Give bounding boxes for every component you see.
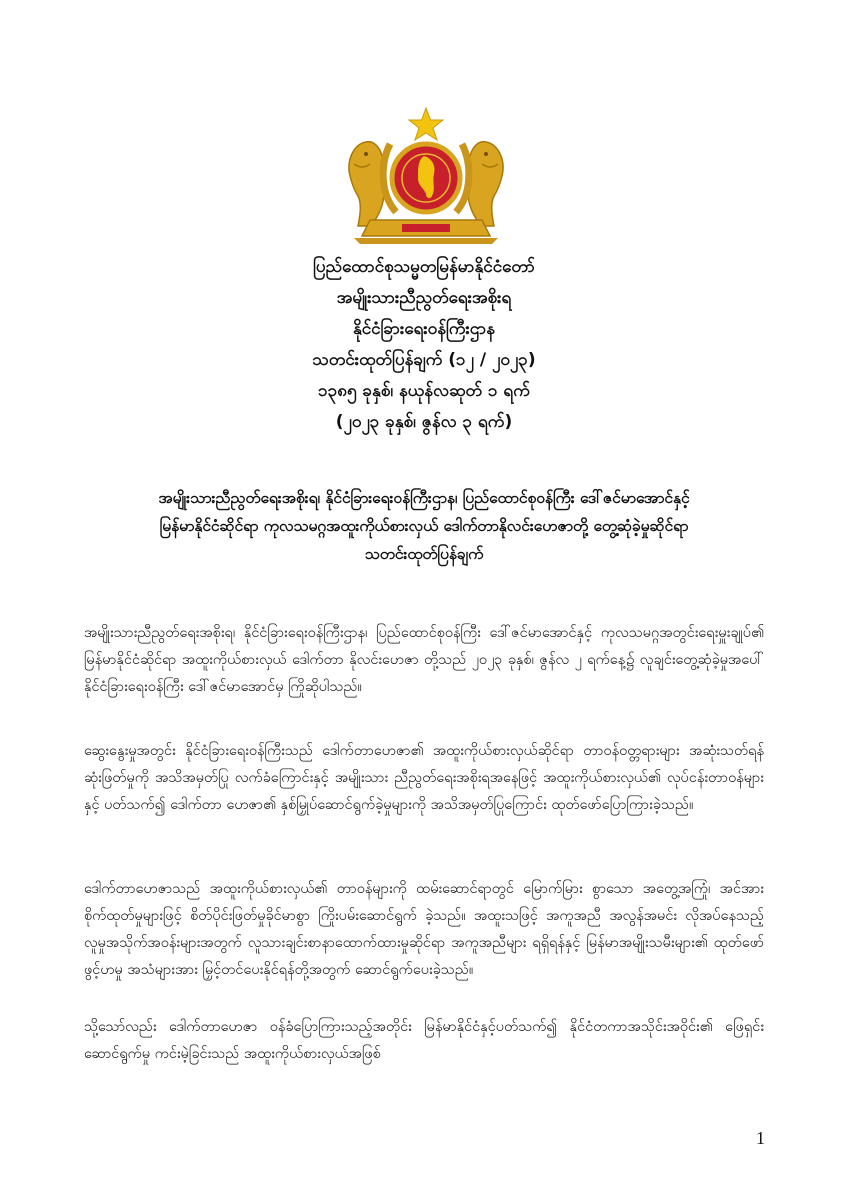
page-number: 1 [756,1128,765,1148]
country-name: ပြည်ထောင်စုသမ္မတမြန်မာနိုင်ငံတော် [313,257,535,277]
state-seal-icon [340,104,512,246]
gregorian-date: (၂၀၂၃ ခုနှစ်၊ ဇွန်လ ၃ ရက်) [335,412,513,432]
paragraph-3: ဒေါက်တာဟေဇာသည် အထူးကိုယ်စားလှယ်၏ တာဝန်များကို ထမ်းဆောင်ရာတွင် မြောက်မြား စွာသော အတွေ့အကြုံ၊ အင်အားစိုက်ထုတ်မှုများဖြင့် စိတ်ပိုင်းဖြတ်မှုခိုင်မာစွာ ကြိုးပမ်းဆောင်ရွက် ခဲ့သည်။ အထူးသဖြင့် အကူအညီ အလွန်အမင်း လိုအပ်နေသည့် လူမှုအသိုက်အဝန်းများအတွက် လူသားချင်းစာနာထောက်ထားမှုဆိုင်ရာ အကူအညီများ ရရှိရန်နှင့် မြန်မာအမျိုးသမီးများ၏ ထုတ်ဖော်ဖွင့်ဟမှု အသံများအား မြှင့်တင်ပေးနိုင်ရန်တို့အတွက် ဆောင်ရွက်ပေးခဲ့သည်။ [84,881,764,978]
document-subject [60,484,788,568]
paragraph-1: အမျိုးသားညီညွတ်ရေးအစိုးရ၊ နိုင်ငံခြားရေးဝန်ကြီးဌာန၊ ပြည်ထောင်စုဝန်ကြီး ဒေါ်ဇင်မာအောင်နှင့် ကုလသမဂ္ဂအတွင်းရေးမှူးချုပ်၏ မြန်မာနိုင်ငံဆိုင်ရာ အထူးကိုယ်စားလှယ် ဒေါက်တာ နိုလင်းဟေဇာ တို့သည် ၂၀၂၃ ခုနှစ်၊ ဇွန်လ ၂ ရက်နေ့၌ လူချင်းတွေ့ဆုံခဲ့မှုအပေါ် နိုင်ငံခြားရေးဝန်ကြီး ဒေါ်ဇင်မာအောင်မှ ကြိုဆိုပါသည်။ [84,625,764,695]
government-name: အမျိုးသားညီညွတ်ရေးအစိုးရ [336,288,512,308]
paragraph-2: ဆွေးနွေးမှုအတွင်း နိုင်ငံခြားရေးဝန်ကြီးသည် ဒေါက်တာဟေဇာ၏ အထူးကိုယ်စားလှယ်ဆိုင်ရာ တာဝန်ဝတ္တရားများ အဆုံးသတ်ရန် ဆုံးဖြတ်မှုကို အသိအမှတ်ပြု လက်ခံကြောင်းနှင့် အမျိုးသား ညီညွတ်ရေးအစိုးရအနေဖြင့် အထူးကိုယ်စားလှယ်၏ လုပ်ငန်းတာဝန်များနှင့် ပတ်သက်၍ ဒေါက်တာ ဟေဇာ၏ နှစ်မြှုပ်ဆောင်ရွက်ခဲ့မှုများကို အသိအမှတ်ပြုကြောင်း ထုတ်ဖော်ပြောကြားခဲ့သည်။ [84,743,764,813]
paragraph-4: သို့သော်လည်း ဒေါက်တာဟေဇာ ဝန်ခံပြောကြားသည့်အတိုင်း မြန်မာနိုင်ငံနှင့်ပတ်သက်၍ နိုင်ငံတကာအသိုင်းအဝိုင်း၏ ဖြေရှင်းဆောင်ရွက်မှု ကင်းမဲ့ခြင်းသည် အထူးကိုယ်စားလှယ်အဖြစ် [84,1019,764,1062]
subject-line-1: အမျိုးသားညီညွတ်ရေးအစိုးရ၊ နိုင်ငံခြားရေးဝန်ကြီးဌာန၊ ပြည်ထောင်စုဝန်ကြီး ဒေါ်ဇင်မာအောင်နှင့် [158,489,690,507]
document-header [0,252,848,438]
myanmar-date: ၁၃၈၅ ခုနှစ်၊ နယုန်လဆုတ် ၁ ရက် [318,381,530,401]
subject-line-3: သတင်းထုတ်ပြန်ချက် [364,545,484,563]
subject-line-2: မြန်မာနိုင်ငံဆိုင်ရာ ကုလသမဂ္ဂအထူးကိုယ်စားလှယ် ဒေါက်တာနိုလင်းဟေဇာတို့ တွေ့ဆုံခဲ့မှုဆိုင်ရာ [159,517,689,535]
press-release-number: သတင်းထုတ်ပြန်ချက် (၁၂ / ၂၀၂၃) [312,350,536,370]
ministry-name: နိုင်ငံခြားရေးဝန်ကြီးဌာန [352,319,496,339]
